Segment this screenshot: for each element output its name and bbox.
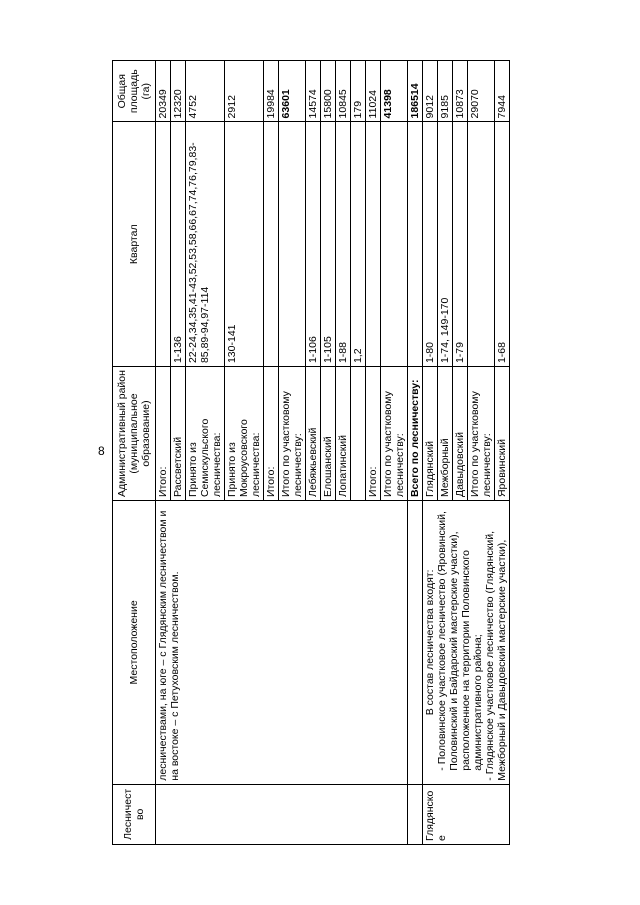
area-cell: 11024 (366, 61, 381, 122)
area-cell: 29070 (468, 61, 495, 122)
rotated-page-content (112, 60, 617, 845)
quarter-cell (264, 122, 279, 367)
quarter-cell (156, 122, 171, 367)
quarter-cell: 130-141 (225, 122, 264, 367)
forestry-table (112, 60, 510, 845)
area-cell: 41398 (381, 61, 408, 122)
header-district: Административный район (муниципальное образование) (113, 367, 156, 501)
table-row (423, 61, 438, 845)
page-number: 8 (98, 444, 105, 458)
district-cell: Итого: (264, 367, 279, 501)
quarter-cell: 22-24,34,35,41-43,52,53,58,66,67,74,76,79,83-85,89-94,97-114 (186, 122, 225, 367)
header-quarter: Квартал (113, 122, 156, 367)
district-cell: Рассветский (171, 367, 186, 501)
table-row (156, 61, 171, 845)
area-cell: 14574 (306, 61, 321, 122)
quarter-cell: 1-74, 149-170 (438, 122, 453, 367)
header-forestry: Лесничество (113, 784, 156, 844)
table-header-row (113, 61, 156, 845)
district-cell: Итого по участковому лесничеству: (381, 367, 408, 501)
header-area: Общая площадь (га) (113, 61, 156, 122)
area-cell: 20349 (156, 61, 171, 122)
district-cell (351, 367, 366, 501)
area-cell: 2912 (225, 61, 264, 122)
district-cell: Итого: (156, 367, 171, 501)
area-cell: 63601 (279, 61, 306, 122)
location-item-2: - Глядянское участковое лесничество (Глядянский, Межборный и Давыдовский мастерские участки), (484, 531, 508, 781)
area-cell: 19984 (264, 61, 279, 122)
quarter-cell: 1-88 (336, 122, 351, 367)
area-cell: 10845 (336, 61, 351, 122)
quarter-cell: 1-80 (423, 122, 438, 367)
area-cell: 9012 (423, 61, 438, 122)
district-cell: Лопатинский (336, 367, 351, 501)
total-quarter (408, 122, 423, 367)
area-cell: 7944 (495, 61, 510, 122)
district-cell: Итого по участковому лесничеству: (279, 367, 306, 501)
location-cell-empty (408, 501, 423, 785)
forestry-cell-continued (156, 784, 408, 844)
forestry-name-gl: Глядянское (423, 784, 510, 844)
location-cell-gl (423, 501, 510, 785)
area-cell: 12320 (171, 61, 186, 122)
district-cell: Итого: (366, 367, 381, 501)
location-item-1: - Половинское участковое лесничество (Яровинский, Половинский и Байдарский мастерские участки), расположенное на территории Половинского административного района; (436, 511, 484, 771)
quarter-cell: 1-105 (321, 122, 336, 367)
quarter-cell: 1-136 (171, 122, 186, 367)
location-intro: В состав лесничества входят: (424, 569, 436, 716)
total-area: 186514 (408, 61, 423, 122)
quarter-cell (381, 122, 408, 367)
area-cell: 9185 (438, 61, 453, 122)
forestry-cell-empty (408, 784, 423, 844)
location-cell-continued: лесничествами, на юге – с Глядянским лесничеством и на востоке – с Петуховским лесничеством. (156, 501, 408, 785)
quarter-cell (279, 122, 306, 367)
quarter-cell (366, 122, 381, 367)
district-cell: Межборный (438, 367, 453, 501)
area-cell: 15800 (321, 61, 336, 122)
quarter-cell: 1-106 (306, 122, 321, 367)
district-cell: Давыдовский (453, 367, 468, 501)
quarter-cell: 1-68 (495, 122, 510, 367)
district-cell: Лебяжьевский (306, 367, 321, 501)
district-cell: Глядянский (423, 367, 438, 501)
district-cell: Елошанский (321, 367, 336, 501)
total-row (408, 61, 423, 845)
area-cell: 179 (351, 61, 366, 122)
district-cell: Принято из Мокроусовского лесничества: (225, 367, 264, 501)
quarter-cell: 1-79 (453, 122, 468, 367)
district-cell: Итого по участковому лесничеству: (468, 367, 495, 501)
header-location: Местоположение (113, 501, 156, 785)
district-cell: Яровинский (495, 367, 510, 501)
total-label: Всего по лесничеству: (408, 367, 423, 501)
area-cell: 10873 (453, 61, 468, 122)
quarter-cell: 1,2 (351, 122, 366, 367)
district-cell: Принято из Семискульского лесничества: (186, 367, 225, 501)
area-cell: 4752 (186, 61, 225, 122)
quarter-cell (468, 122, 495, 367)
